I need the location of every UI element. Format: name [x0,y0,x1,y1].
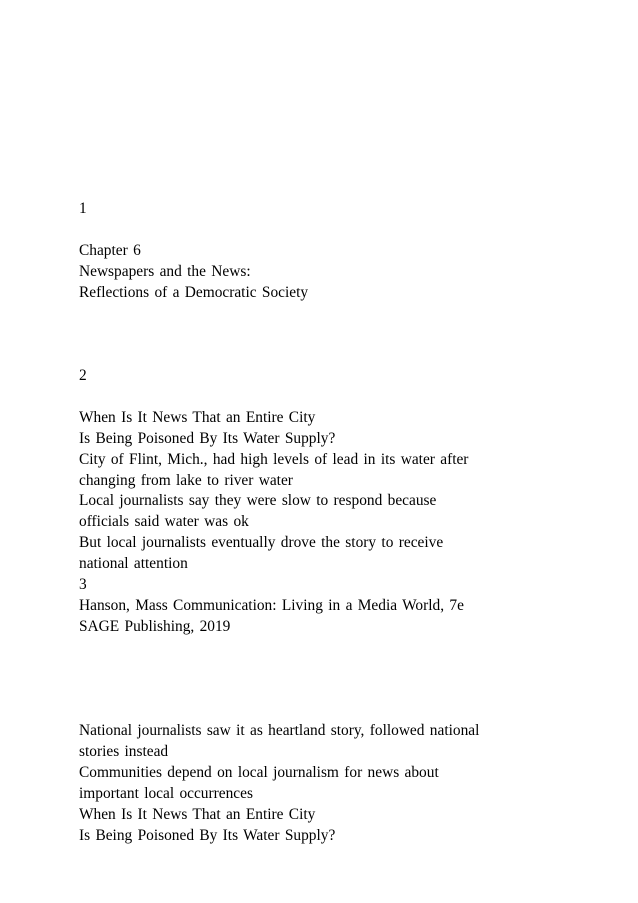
chapter-subtitle: Reflections of a Democratic Society [79,283,309,301]
chapter-title: Newspapers and the News: [79,262,251,280]
citation-line: SAGE Publishing, 2019 [79,617,231,635]
body-line: important local occurrences [79,784,253,802]
body-line: Communities depend on local journalism for news about [79,764,439,782]
body-line: officials said water was ok [79,513,249,531]
citation-line: Hanson, Mass Communication: Living in a Media World, 7e [79,596,464,614]
slide-heading: Is Being Poisoned By Its Water Supply? [79,826,336,844]
page-number: 1 [79,200,87,217]
blank-gap [79,638,599,722]
slide-heading: When Is It News That an Entire City [79,408,316,426]
page-number: 2 [79,367,87,385]
slide-heading: When Is It News That an Entire City [79,805,316,823]
slide-heading: Is Being Poisoned By Its Water Supply? [79,429,336,447]
blank-line [79,220,599,241]
body-line: stories instead [79,743,169,761]
blank-gap [79,303,599,366]
document-text [79,199,599,847]
body-line: But local journalists eventually drove the story to receive [79,534,444,552]
blank-line [79,387,599,408]
chapter-label: Chapter 6 [79,241,141,259]
body-line: national attention [79,555,188,573]
body-line: National journalists saw it as heartland story, followed national [79,722,480,740]
body-line: City of Flint, Mich., had high levels of lead in its water after [79,450,469,468]
page-number: 3 [79,576,87,594]
body-line: changing from lake to river water [79,471,293,489]
body-line: Local journalists say they were slow to respond because [79,492,437,510]
